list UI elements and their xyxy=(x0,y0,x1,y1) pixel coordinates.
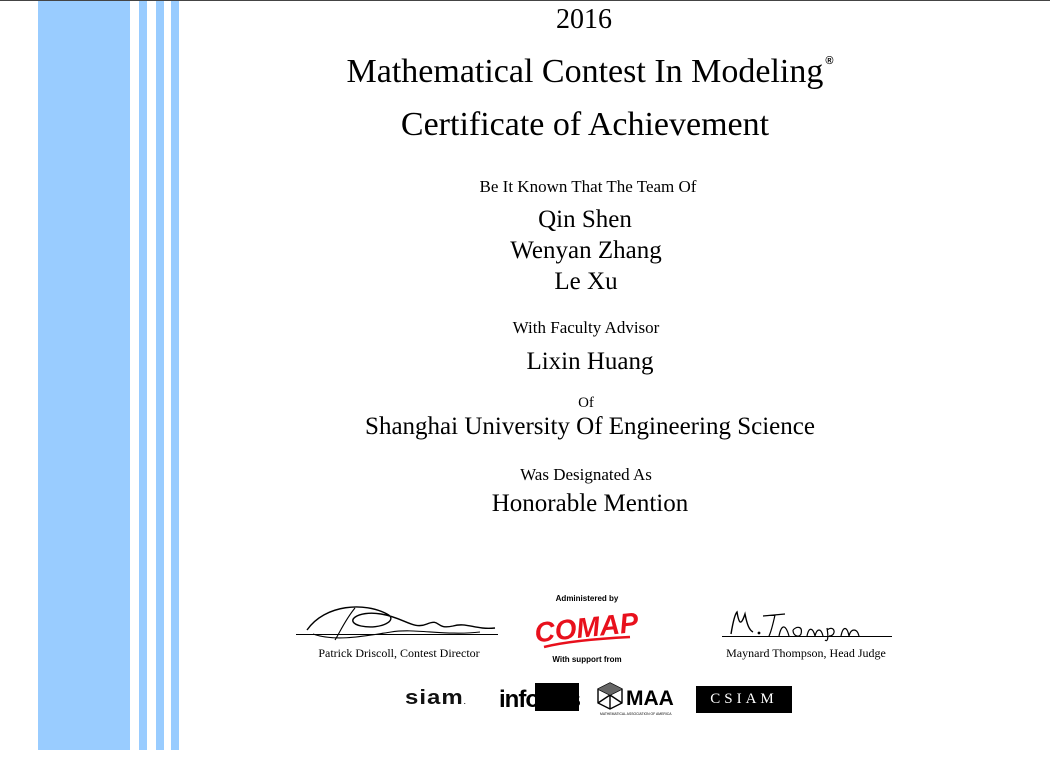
maa-logo xyxy=(596,681,686,717)
certificate-title: Certificate of Achievement xyxy=(400,106,770,143)
designated-label: Was Designated As xyxy=(520,465,652,484)
administered-by-label: Administered by xyxy=(555,594,619,603)
registered-mark: ® xyxy=(825,55,834,67)
judge-signature xyxy=(723,606,893,640)
maa-text: MAA xyxy=(626,687,674,710)
award-designation: Honorable Mention xyxy=(491,490,689,517)
team-member: Qin Shen xyxy=(538,206,632,233)
decorative-stripe-thin xyxy=(139,1,147,750)
team-member: Wenyan Zhang xyxy=(510,237,662,264)
signature-line xyxy=(722,636,892,637)
decorative-stripe-thin xyxy=(156,1,164,750)
director-signature xyxy=(295,600,500,642)
director-label: Patrick Driscoll, Contest Director xyxy=(318,646,480,660)
of-label: Of xyxy=(578,395,594,411)
advisor-name: Lixin Huang xyxy=(526,348,654,375)
informs-logo xyxy=(497,681,583,715)
institution-name: Shanghai University Of Engineering Science xyxy=(365,413,815,440)
advisor-label: With Faculty Advisor xyxy=(512,318,660,337)
comap-text: COMAP xyxy=(532,606,640,649)
siam-logo: siam. xyxy=(405,686,467,709)
known-line: Be It Known That The Team Of xyxy=(479,177,697,196)
decorative-stripe-thin xyxy=(171,1,179,750)
signature-line xyxy=(296,634,498,635)
support-label: With support from xyxy=(552,655,622,664)
contest-name: Mathematical Contest In Modeling xyxy=(346,53,824,90)
contest-title xyxy=(347,55,834,89)
team-member: Le Xu xyxy=(554,268,618,295)
informs-text: informs xyxy=(499,686,581,713)
certificate-year: 2016 xyxy=(556,4,612,35)
csiam-logo: CSIAM xyxy=(696,686,792,713)
maa-subtitle: MATHEMATICAL ASSOCIATION OF AMERICA xyxy=(600,712,672,716)
siam-text: siam xyxy=(405,686,464,709)
decorative-stripe-wide xyxy=(38,1,130,750)
judge-label: Maynard Thompson, Head Judge xyxy=(726,646,886,660)
comap-logo xyxy=(532,603,640,653)
